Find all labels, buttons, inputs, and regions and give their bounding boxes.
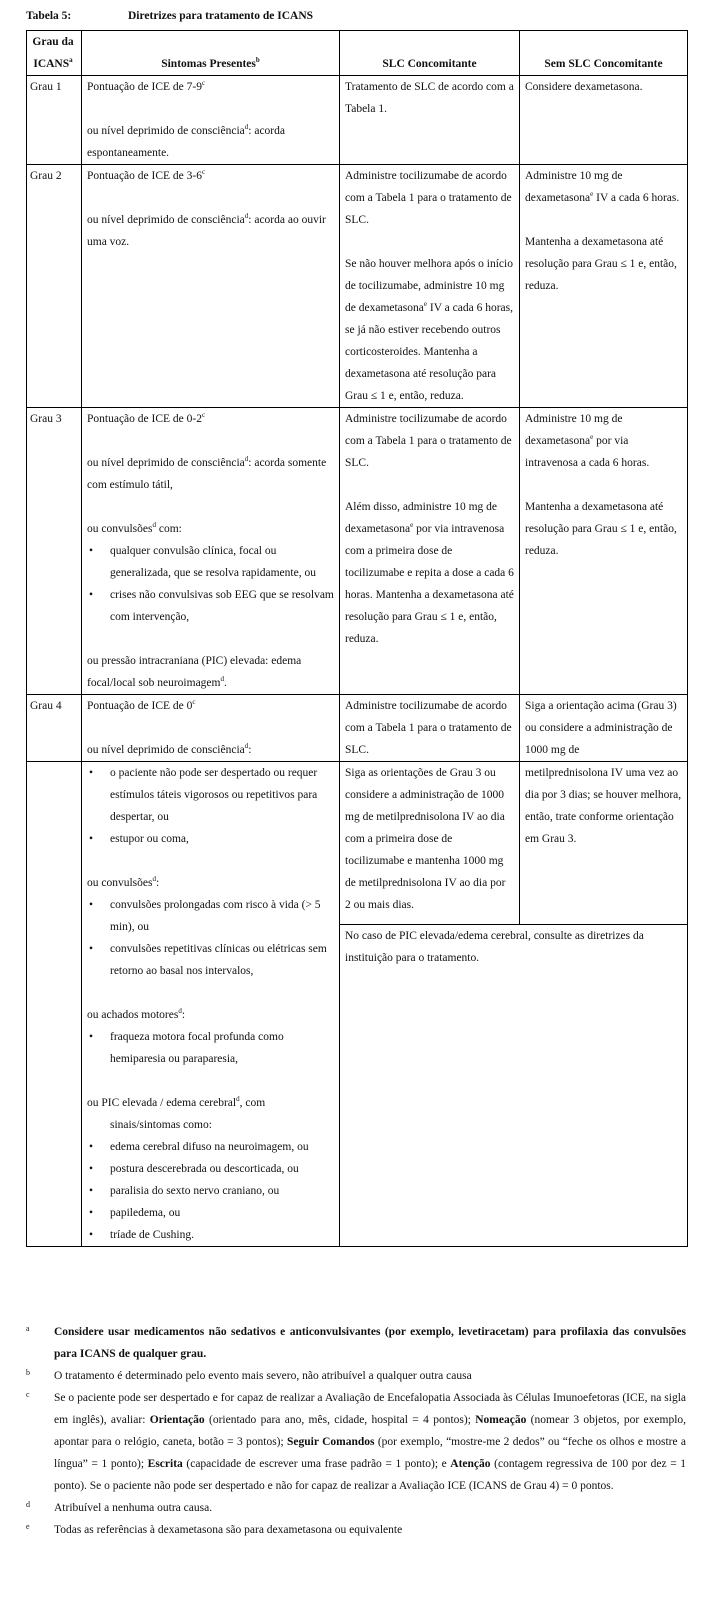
table-caption: [26, 6, 686, 26]
footnote-text: Atribuível a nenhuma outra causa.: [54, 1502, 213, 1514]
without-crs-cell: [520, 408, 688, 695]
treatment-text: Mantenha a dexametasona até resolução para Grau ≤ 1 e, então, reduza.: [525, 501, 677, 557]
header-without-crs: Sem SLC Concomitante: [520, 31, 688, 76]
list-item: • edema cerebral difuso na neuroimagem, ou: [87, 1136, 334, 1158]
header-symptoms-text: Sintomas Presentes: [161, 58, 256, 70]
pic-note-cell: No caso de PIC elevada/edema cerebral, consulte as diretrizes da instituição para o tratamento.: [340, 925, 688, 1247]
list-item: • papiledema, ou: [87, 1202, 334, 1224]
symptom-text: ou convulsões$^d$:: [87, 875, 160, 889]
header-row: [27, 31, 688, 76]
list-item: • tríade de Cushing.: [87, 1224, 334, 1246]
footnote-marker: a: [26, 1324, 30, 1333]
sup-a: a: [69, 56, 73, 65]
symptom-text: Pontuação de ICE de 7-9$^c$: [87, 79, 206, 93]
bullet-list: [87, 762, 334, 850]
footnotes: [26, 1321, 686, 1541]
treatment-text: Administre 10 mg de dexametasona$^e$ por via intravenosa a cada 6 horas.: [525, 413, 650, 469]
list-item: • paralisia do sexto nervo craniano, ou: [87, 1180, 334, 1202]
list-item: • estupor ou coma,: [87, 828, 334, 850]
symptom-text: Pontuação de ICE de 0$^c$: [87, 698, 196, 712]
bullet-list: [87, 894, 334, 982]
treatment-text: Mantenha a dexametasona até resolução para Grau ≤ 1 e, então, reduza.: [525, 236, 677, 292]
footnote-text: O tratamento é determinado pelo evento mais severo, não atribuível a qualquer outra causa: [54, 1370, 472, 1382]
grade-label: Grau 4: [27, 695, 82, 762]
symptom-text: ou nível deprimido de consciência$^d$: acorda ao ouvir uma voz.: [87, 212, 326, 248]
with-crs-cell: Tratamento de SLC de acordo com a Tabela 1.: [340, 76, 520, 165]
table-title: Diretrizes para tratamento de ICANS: [128, 10, 314, 22]
without-crs-cell: [520, 165, 688, 408]
bullet-list: [87, 1026, 334, 1070]
list-item: • postura descerebrada ou descorticada, ou: [87, 1158, 334, 1180]
without-crs-cell: metilprednisolona IV uma vez ao dia por 3 dias; se houver melhora, então, trate conforme orientação em Grau 3.: [520, 762, 688, 925]
table-row-grade-4-continued: [27, 762, 688, 925]
with-crs-cell: [340, 408, 520, 695]
list-item: • convulsões prolongadas com risco à vida (> 5 min), ou: [87, 894, 334, 938]
table-number: Tabela 5:: [26, 10, 72, 22]
grade-label: Grau 1: [27, 76, 82, 165]
footnote-marker: b: [26, 1368, 30, 1377]
symptoms-cell: [82, 408, 340, 695]
table-row-grade-4: [27, 695, 688, 762]
treatment-text: Administre 10 mg de dexametasona$^e$ IV a cada 6 horas.: [525, 170, 680, 204]
footnote-b: [26, 1365, 686, 1387]
symptom-text: ou convulsões$^d$ com:: [87, 521, 182, 535]
treatment-text: Administre tocilizumabe de acordo com a Tabela 1 para o tratamento de SLC.: [345, 413, 512, 469]
footnote-marker: c: [26, 1390, 30, 1399]
list-item: • crises não convulsivas sob EEG que se resolvam com intervenção,: [87, 584, 334, 628]
footnote-a: [26, 1321, 686, 1365]
header-grade-text: Grau da ICANS: [32, 36, 74, 70]
footnote-marker: d: [26, 1500, 30, 1509]
table-row-grade-2: [27, 165, 688, 408]
symptoms-cell: [82, 76, 340, 165]
symptom-text: ou nível deprimido de consciência$^d$:: [87, 742, 252, 756]
footnote-d: [26, 1497, 686, 1519]
grade-label-empty: [27, 762, 82, 1247]
symptom-text: ou PIC elevada / edema cerebral$^d$, com: [87, 1095, 266, 1109]
footnote-marker: e: [26, 1522, 30, 1531]
header-grade: [27, 31, 82, 76]
header-with-crs: SLC Concomitante: [340, 31, 520, 76]
without-crs-cell: Siga a orientação acima (Grau 3) ou considere a administração de 1000 mg de: [520, 695, 688, 762]
footnote-text: Considere usar medicamentos não sedativos e anticonvulsivantes (por exemplo, levetiracetam) para profilaxia das convulsões para ICANS de qualquer grau.: [54, 1326, 686, 1360]
footnote-text: Se o paciente pode ser despertado e for capaz de realizar a Avaliação de Encefalopatia Associada às Células Imunoefetoras (ICE, na sigla em inglês), avaliar: Orientação (orientado para ano, mês, cidade, hospital = 4 pontos); Nomeação (nomear 3 objetos, por exemplo, apontar para o relógio, caneta, botão = 3 pontos); Seguir Comandos (por exemplo, “mostre-me 2 dedos” ou “feche os olhos e mostre a língua” = 1 ponto); Escrita (capacidade de escrever uma frase padrão = 1 ponto); e Atenção (contagem regressiva de 100 por dez = 1 ponto). Se o paciente não pode ser despertado e não for capaz de realizar a Avaliação ICE (ICANS de Grau 4) = 0 pontos.: [54, 1392, 687, 1492]
symptoms-cell: [82, 165, 340, 408]
with-crs-cell: Siga as orientações de Grau 3 ou considere a administração de 1000 mg de metilprednisolona IV ao dia com a primeira dose de tocilizumabe e mantenha 1000 mg de metilprednisolona IV ao dia por 2 ou mais dias.: [340, 762, 520, 925]
list-item: • o paciente não pode ser despertado ou requer estímulos táteis vigorosos ou repetitivos para despertar, ou: [87, 762, 334, 828]
list-item: • fraqueza motora focal profunda como hemiparesia ou paraparesia,: [87, 1026, 334, 1070]
symptom-text: Pontuação de ICE de 0-2$^c$: [87, 411, 206, 425]
treatment-text: Se não houver melhora após o início de tocilizumabe, administre 10 mg de dexametasona$^e$ IV a cada 6 horas, se já não estiver recebendo outros corticosteroides. Mantenha a dexametasona até resolução para Grau ≤ 1 e, então, reduza.: [345, 258, 513, 402]
with-crs-cell: [340, 165, 520, 408]
with-crs-cell: Administre tocilizumabe de acordo com a Tabela 1 para o tratamento de SLC.: [340, 695, 520, 762]
symptom-text: Pontuação de ICE de 3-6$^c$: [87, 168, 206, 182]
symptom-text: ou pressão intracraniana (PIC) elevada: edema focal/local sob neuroimagem$^d$.: [87, 655, 302, 689]
list-item: • qualquer convulsão clínica, focal ou generalizada, que se resolva rapidamente, ou: [87, 540, 334, 584]
table-row-grade-1: [27, 76, 688, 165]
symptom-text: ou nível deprimido de consciência$^d$: acorda espontaneamente.: [87, 123, 285, 159]
bullet-list: [87, 1136, 334, 1246]
grade-label: Grau 2: [27, 165, 82, 408]
sup-b: b: [255, 56, 260, 65]
symptoms-cell: [82, 762, 340, 1247]
header-symptoms: [82, 31, 340, 76]
icans-guidelines-table: [26, 30, 688, 1247]
treatment-text: Administre tocilizumabe de acordo com a Tabela 1 para o tratamento de SLC.: [345, 170, 512, 226]
list-item: • convulsões repetitivas clínicas ou elétricas sem retorno ao basal nos intervalos,: [87, 938, 334, 982]
table-row-grade-3: [27, 408, 688, 695]
grade-label: Grau 3: [27, 408, 82, 695]
symptom-text: ou nível deprimido de consciência$^d$: acorda somente com estímulo tátil,: [87, 455, 327, 491]
without-crs-cell: Considere dexametasona.: [520, 76, 688, 165]
symptoms-cell: [82, 695, 340, 762]
footnote-c: [26, 1387, 686, 1497]
treatment-text: Além disso, administre 10 mg de dexametasona$^e$ por via intravenosa com a primeira dose de tocilizumabe e repita a dose a cada 6 horas. Mantenha a dexametasona até resolução para Grau ≤ 1 e, então, reduza.: [345, 501, 514, 645]
bullet-list: [87, 540, 334, 628]
symptom-text: sinais/sintomas como:: [110, 1119, 212, 1131]
footnote-e: [26, 1519, 686, 1541]
footnote-text: Todas as referências à dexametasona são para dexametasona ou equivalente: [54, 1524, 403, 1536]
symptom-text: ou achados motores$^d$:: [87, 1007, 186, 1021]
